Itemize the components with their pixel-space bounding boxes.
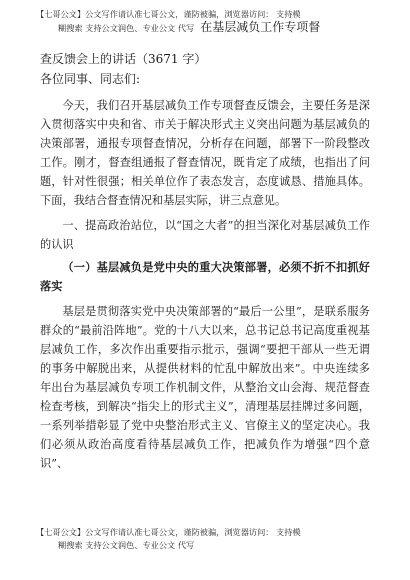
salutation: 各位同事、同志们: (40, 72, 141, 86)
banner-line-1: 【七哥公文】公文写作请认准七哥公文，谨防被骗，浏览器访问： 支持模 (36, 9, 301, 19)
top-watermark-banner (36, 8, 376, 35)
doc-title-part-2: 查反馈会上的讲话（3671 字） (40, 52, 207, 66)
paragraph-2: 基层是贯彻落实党中央决策部署的“最后一公里”，是联系服务群众的“最前沿阵地”。党的十八大以来，总书记总书记高度重视基层减负工作，多次作出重要指示批示，强调“要把干部从一些无谓的事务中解脱出来，从提供材料的忙乱中解放出来”。中央连续多年出台为基层减负专项工作机制文件，从整治文山会海、规范督查检查考核，到解决“指尖上的形式主义”，清理基层挂牌过多问题，一系列举措彰显了党中央整治形式主义、官僚主义的坚定决心。我们必须从政治高度看待基层减负工作，把减负作为增强“四个意识”、 (40, 305, 370, 470)
bottom-watermark-banner (36, 526, 376, 552)
banner-line-2: 糊搜索 支持公文润色、专业公文 代写 (58, 23, 195, 33)
doc-title-part-1: 在基层减负工作专项督 (200, 20, 321, 34)
section-heading-1: 一、提高政治站位，以“国之大者”的担当深化对基层减负工作的认识 (40, 219, 370, 251)
banner-line-2-with-title (36, 21, 376, 35)
paragraph-1: 今天，我们召开基层减负工作专项督查反馈会，主要任务是深入贯彻落实中央和省、市关于解决形式主义突出问题为基层减负的决策部署，通报专项督查情况，分析存在问题，部署下一阶段整改工作。刚才，督查组通报了督查情况，既肯定了成绩，也指出了问题，针对性很强；相关单位作了表态发言，态度诚恳、措施具体。下面，我结合督查情况和基层实际，讲三点意见。 (40, 99, 370, 207)
banner-line-2: 糊搜索 支持公文润色、专业公文 代写 (58, 540, 195, 550)
subsection-heading-1: （一）基层减负是党中央的重大决策部署，必须不折不扣抓好落实 (40, 260, 370, 293)
document-body (40, 96, 370, 473)
banner-line-1: 【七哥公文】公文写作请认准七哥公文，谨防被骗，浏览器访问： 支持模 (36, 527, 301, 537)
